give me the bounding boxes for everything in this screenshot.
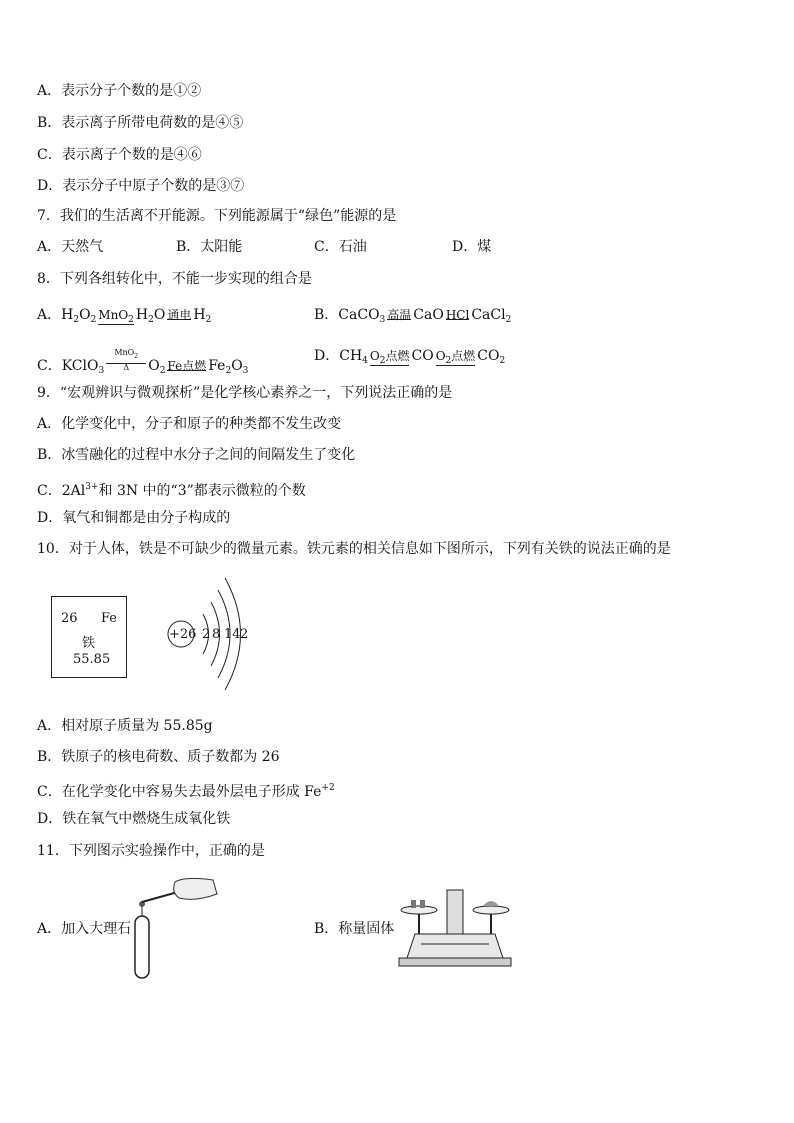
shell-count-4: 2 bbox=[240, 627, 249, 642]
q8-option-c: C．KClO$_3$ MnO$_2$ Δ $O_2$ Fe点燃 $Fe_2O_3$ bbox=[37, 348, 249, 376]
q8-a-arrow2 bbox=[167, 309, 191, 320]
q9-option-c bbox=[37, 478, 306, 500]
q8-a-arrow1: MnO$_2$ bbox=[98, 308, 134, 325]
balance-base bbox=[399, 958, 511, 966]
q8-b-gaowen: 高温 bbox=[387, 308, 412, 322]
q9-c-sup: 3+ bbox=[85, 482, 99, 492]
q10-c-pre: C．在化学变化中容易失去最外层电子形成 Fe bbox=[37, 784, 322, 800]
atomic-number: 26 bbox=[61, 611, 78, 626]
q8-d-arrow1: $O_2$点燃 bbox=[369, 349, 410, 366]
q8-d-dianran1: 点燃 bbox=[385, 349, 410, 363]
q8-d-dianran2: 点燃 bbox=[451, 349, 476, 363]
q8-a-h2o: H bbox=[135, 307, 149, 323]
q10-option-c bbox=[37, 779, 335, 801]
element-symbol: Fe bbox=[101, 611, 118, 626]
nucleus-label: +26 bbox=[169, 627, 197, 642]
q8-a-mno2: MnO bbox=[98, 308, 129, 322]
q8-c-o2: O bbox=[148, 358, 160, 374]
q8-c-label: C． bbox=[37, 358, 62, 374]
q8-stem: 8．下列各组转化中，不能一步实现的组合是 bbox=[37, 271, 312, 287]
q8-option-d: D．$CH_4$ $O_2$点燃 CO $O_2$点燃 $CO_2$ bbox=[314, 348, 506, 366]
q8-b-hcl: HCl bbox=[445, 308, 470, 322]
q8-c-fe2o3: Fe bbox=[208, 358, 226, 374]
q7-option-d: D．煤 bbox=[452, 239, 492, 255]
test-tube-illustration bbox=[125, 876, 221, 984]
q11-option-b: B．称量固体 bbox=[314, 921, 395, 937]
q8-a-tongdian: 通电 bbox=[167, 308, 192, 322]
q8-c-dianran: 点燃 bbox=[182, 359, 207, 373]
test-tube bbox=[135, 916, 149, 978]
atomic-mass: 55.85 bbox=[73, 652, 111, 667]
shell-count-2: 8 bbox=[212, 627, 221, 642]
q6-option-a: A．表示分子个数的是①② bbox=[37, 83, 202, 99]
q6-option-d: D．表示分子中原子个数的是③⑦ bbox=[37, 178, 245, 194]
weight-piece-1 bbox=[411, 900, 416, 908]
q8-a-h2o2: H bbox=[61, 307, 74, 323]
shell-count-3: 14 bbox=[224, 627, 241, 642]
q8-a-h2: H bbox=[193, 307, 206, 323]
q7-option-a: A．天然气 bbox=[37, 239, 104, 255]
q10-option-a: A．相对原子质量为 55.85g bbox=[37, 718, 213, 734]
q8-b-caco3: CaCO bbox=[338, 307, 380, 323]
q10-option-b: B．铁原子的核电荷数、质子数都为 26 bbox=[37, 749, 280, 765]
q7-option-b: B．太阳能 bbox=[176, 239, 243, 255]
solid-sample bbox=[483, 901, 499, 906]
q9-c-pre: C．2Al bbox=[37, 483, 86, 499]
q8-d-o2b: O bbox=[435, 349, 446, 363]
q8-c-mno2: MnO bbox=[114, 348, 135, 357]
q8-d-o2a: O bbox=[369, 349, 380, 363]
balance-illustration bbox=[395, 884, 515, 970]
q8-d-arrow2: $O_2$点燃 bbox=[435, 349, 476, 366]
balance-right-pan bbox=[473, 906, 509, 914]
q8-c-arrow1: MnO$_2$ Δ bbox=[106, 347, 146, 372]
q8-a-label: A． bbox=[37, 307, 62, 323]
balance-body bbox=[407, 934, 503, 958]
q8-c-kclo3: KClO bbox=[61, 358, 99, 374]
q8-d-co: CO bbox=[411, 348, 434, 364]
q10-option-d: D．铁在氧气中燃烧生成氧化铁 bbox=[37, 811, 231, 827]
q9-option-d: D．氧气和铜都是由分子构成的 bbox=[37, 510, 231, 526]
q9-stem: 9．“宏观辨识与微观探析”是化学核心素养之一，下列说法正确的是 bbox=[37, 385, 453, 401]
q8-c-delta: Δ bbox=[123, 363, 130, 372]
balance-pillar bbox=[447, 890, 463, 934]
q8-b-arrow1 bbox=[387, 309, 411, 320]
q8-option-b: B．CaCO$_3$ 高温 CaO HCl CaCl$_2$ bbox=[314, 307, 512, 325]
q9-option-b: B．冰雪融化的过程中水分子之间的间隔发生了变化 bbox=[37, 447, 356, 463]
q8-b-arrow2 bbox=[446, 309, 469, 320]
q8-b-cao: CaO bbox=[413, 307, 444, 323]
q8-d-ch4: CH bbox=[339, 348, 363, 364]
q8-b-label: B． bbox=[314, 307, 339, 323]
q8-c-arrow2 bbox=[167, 360, 206, 371]
q9-c-post: 和 3N 中的“3”都表示微粒的个数 bbox=[98, 483, 306, 499]
q7-stem: 7．我们的生活离不开能源。下列能源属于“绿色”能源的是 bbox=[37, 208, 397, 224]
q8-d-label: D． bbox=[314, 348, 340, 364]
q10-c-sup: +2 bbox=[321, 783, 335, 793]
hand-icon bbox=[174, 878, 217, 899]
q6-option-b: B．表示离子所带电荷数的是④⑤ bbox=[37, 115, 244, 131]
element-info-box bbox=[51, 596, 127, 678]
q9-option-a: A．化学变化中，分子和原子的种类都不发生改变 bbox=[37, 416, 342, 432]
q8-d-co2: CO bbox=[477, 348, 500, 364]
element-name: 铁 bbox=[82, 636, 96, 651]
q8-b-cacl2: CaCl bbox=[471, 307, 506, 323]
q7-option-c: C．石油 bbox=[314, 239, 367, 255]
q8-option-a: A．$H_2O_2$ MnO$_2$ $H_2O$ 通电 $H_2$ bbox=[37, 307, 212, 325]
q10-stem: 10．对于人体，铁是不可缺少的微量元素。铁元素的相关信息如下图所示，下列有关铁的说法正确的是 bbox=[37, 541, 671, 557]
shell-count-1: 2 bbox=[202, 627, 211, 642]
q6-option-c: C．表示离子个数的是④⑥ bbox=[37, 147, 202, 163]
q8-c-fe: Fe bbox=[167, 359, 183, 373]
q11-option-a: A．加入大理石 bbox=[37, 921, 132, 937]
q11-stem: 11．下列图示实验操作中，正确的是 bbox=[37, 843, 265, 859]
weight-piece-2 bbox=[420, 900, 425, 908]
balance-left-pan bbox=[401, 906, 437, 914]
